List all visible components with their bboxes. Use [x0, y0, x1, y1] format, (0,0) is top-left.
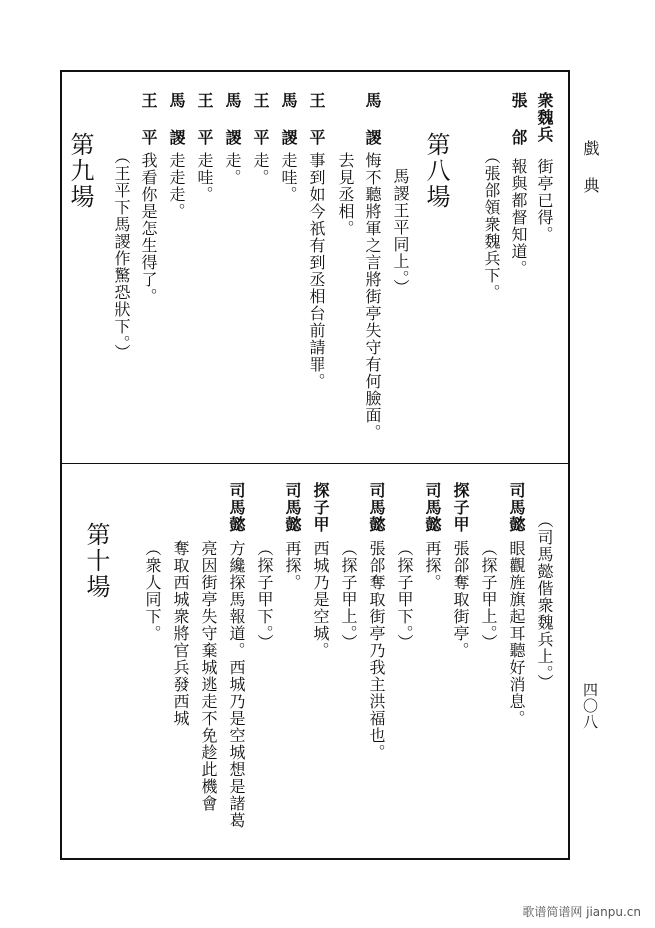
speaker-label: 司馬懿 — [283, 482, 302, 533]
scene-heading: 第十場 — [82, 522, 110, 600]
dialogue-line: 奪取西城衆將官兵發西城 — [171, 540, 190, 727]
stage-direction: （探子甲上。） — [339, 540, 358, 651]
speaker-label: 探子甲 — [311, 482, 330, 533]
dialogue-line: 我看你是怎生得了。 — [139, 152, 158, 305]
dialogue-line: 走哇。 — [279, 152, 298, 203]
speaker-label: 司馬懿 — [227, 482, 246, 533]
speaker-label: 王 平 — [195, 92, 214, 146]
dialogue-line: 亮因街亭失守棄城逃走不免趁此機會 — [199, 540, 218, 812]
stage-direction: （探子甲下。） — [395, 540, 414, 651]
speaker-label: 張 郃 — [509, 92, 528, 146]
dialogue-line: 走。 — [251, 152, 270, 186]
dialogue-line: 張郃奪取街亭。 — [451, 540, 470, 659]
speaker-label: 王 平 — [307, 92, 326, 146]
dialogue-line: 去見丞相。 — [336, 152, 355, 237]
dialogue-line: 走哇。 — [195, 152, 214, 203]
speaker-label: 司馬懿 — [367, 482, 386, 533]
speaker-label: 王 平 — [251, 92, 270, 146]
dialogue-line: 再探。 — [283, 540, 302, 591]
dialogue-line: 悔不聽將軍之言將街亭失守有何臉面。 — [363, 152, 382, 441]
speaker-label: 王 平 — [139, 92, 158, 146]
scene-heading: 第九場 — [66, 132, 94, 210]
stage-direction: （衆人同下。 — [143, 540, 162, 642]
watermark: 歌谱简谱网 jianpu.cn — [522, 905, 641, 919]
dialogue-line: 走走走。 — [167, 152, 186, 220]
dialogue-line: 方纔探馬報道。西城乃是空城想是諸葛 — [227, 540, 246, 829]
dialogue-line: 走。 — [223, 152, 242, 186]
dialogue-line: 眼觀旌旗起耳聽好消息。 — [507, 540, 526, 727]
page-number: 四〇八 — [581, 682, 599, 730]
stage-direction: 馬謖王平同上。） — [391, 168, 410, 296]
speaker-label: 馬 謖 — [363, 92, 382, 146]
dialogue-line: 報與都督知道。 — [509, 158, 528, 277]
stage-direction: （探子甲下。） — [255, 540, 274, 651]
dialogue-line: 事到如今祇有到丞相台前請罪。 — [307, 152, 326, 390]
dialogue-line: 張郃奪取街亭乃我主洪福也。 — [367, 540, 386, 761]
scene-heading: 第八場 — [422, 132, 450, 210]
speaker-label: 司馬懿 — [507, 482, 526, 533]
speaker-label: 司馬懿 — [423, 482, 442, 533]
stage-direction: （張郃領衆魏兵下。 — [482, 148, 501, 301]
section-divider — [60, 463, 570, 464]
running-title: 戲 典 — [581, 140, 600, 194]
dialogue-line: 西城乃是空城。 — [311, 540, 330, 659]
speaker-label: 探子甲 — [451, 482, 470, 533]
stage-direction: （王平下馬謖作驚恐狀下。） — [112, 148, 131, 361]
speaker-label: 馬 謖 — [279, 92, 298, 146]
stage-direction: （探子甲上。） — [479, 540, 498, 651]
dialogue-line: 街亭已得。 — [535, 158, 554, 243]
stage-direction: （司馬懿偕衆魏兵上。） — [535, 512, 554, 691]
speaker-label: 衆魏兵 — [535, 92, 554, 143]
speaker-label: 馬 謖 — [167, 92, 186, 146]
dialogue-line: 再探。 — [423, 540, 442, 591]
speaker-label: 馬 謖 — [223, 92, 242, 146]
